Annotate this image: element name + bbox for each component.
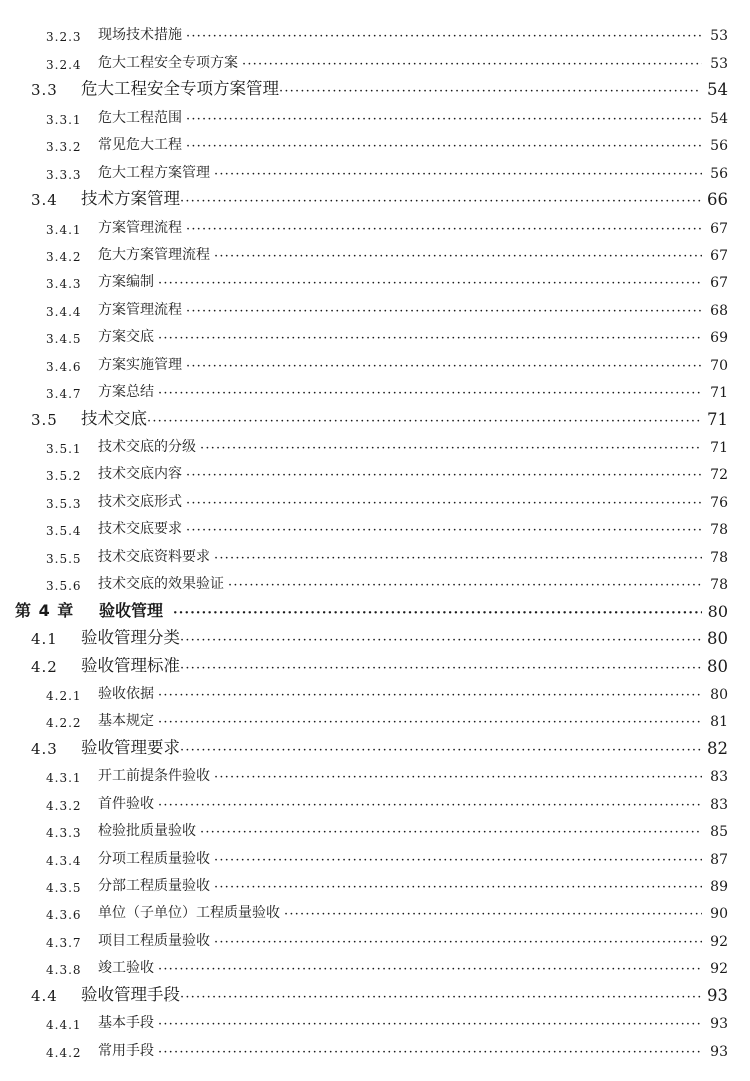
toc-entry-page-number: 80 <box>710 686 728 703</box>
toc-entry-page-number: 78 <box>710 549 728 566</box>
toc-entry-number: 3.5.3 <box>46 496 82 511</box>
toc-subsection-entry[interactable] <box>0 840 750 867</box>
toc-subsection-entry[interactable] <box>0 456 750 483</box>
toc-entry-page-number: 66 <box>707 190 728 210</box>
toc-entry-title: 技术交底的分级 <box>98 439 196 455</box>
toc-entry-title: 分部工程质量验收 <box>98 878 210 894</box>
toc-entry-page-number: 87 <box>710 851 728 868</box>
toc-entry-page-number: 81 <box>710 714 728 731</box>
toc-dot-leader <box>186 29 702 44</box>
toc-section-entry[interactable] <box>0 182 750 209</box>
toc-entry-page-number: 92 <box>710 933 728 950</box>
toc-dot-leader <box>158 798 702 813</box>
toc-section-entry[interactable] <box>0 621 750 648</box>
toc-subsection-entry[interactable] <box>0 950 750 977</box>
toc-subsection-entry[interactable] <box>0 813 750 840</box>
toc-subsection-entry[interactable] <box>0 237 750 264</box>
toc-entry-page-number: 92 <box>710 961 728 978</box>
toc-entry-title: 常见危大工程 <box>98 137 182 154</box>
toc-dot-leader <box>158 962 702 977</box>
toc-entry-number: 4.2 <box>31 657 58 676</box>
toc-entry-page-number: 78 <box>710 577 728 594</box>
toc-entry-title: 危大工程安全专项方案管理 <box>81 79 279 99</box>
toc-entry-title: 技术交底内容 <box>98 466 182 483</box>
toc-entry-title: 验收管理要求 <box>81 737 180 757</box>
toc-entry-number: 3.5.6 <box>46 579 82 594</box>
toc-entry-number: 3.4.1 <box>46 222 82 237</box>
toc-entry-page-number: 71 <box>710 440 728 456</box>
toc-entry-page-number: 89 <box>710 879 728 895</box>
toc-dot-leader <box>186 359 702 374</box>
toc-entry-page-number: 67 <box>710 247 728 264</box>
toc-dot-leader <box>186 139 702 154</box>
toc-entry-number: 3.3.1 <box>46 112 82 127</box>
toc-subsection-entry[interactable] <box>0 538 750 565</box>
toc-entry-title: 首件验收 <box>98 795 154 812</box>
toc-dot-leader <box>158 1045 702 1060</box>
toc-entry-title: 单位（子单位）工程质量验收 <box>98 905 280 922</box>
toc-entry-number: 3.5 <box>31 410 58 429</box>
toc-entry-page-number: 68 <box>710 302 728 319</box>
toc-entry-title: 技术交底资料要求 <box>98 548 210 565</box>
toc-entry-title: 危大工程范围 <box>98 109 182 126</box>
toc-entry-page-number: 83 <box>710 769 728 786</box>
toc-entry-number: 4.4.1 <box>46 1018 82 1033</box>
toc-entry-page-number: 69 <box>710 330 728 347</box>
toc-entry-title: 基本手段 <box>98 1015 154 1032</box>
toc-entry-number: 3.4.7 <box>46 387 82 402</box>
toc-entry-title: 方案交底 <box>98 329 154 346</box>
toc-entry-page-number: 53 <box>710 55 728 72</box>
toc-dot-leader <box>158 276 702 291</box>
toc-subsection-entry[interactable] <box>0 127 750 154</box>
toc-entry-title: 现场技术措施 <box>98 27 182 44</box>
toc-entry-number: 第 4 章 <box>15 600 75 620</box>
toc-dot-leader <box>186 222 702 237</box>
toc-dot-leader <box>186 468 702 483</box>
toc-entry-number: 3.3.3 <box>46 167 82 182</box>
toc-entry-number: 3.5.5 <box>46 551 82 566</box>
toc-entry-title: 基本规定 <box>98 713 154 730</box>
toc-entry-number: 4.1 <box>31 630 58 649</box>
toc-entry-page-number: 71 <box>707 409 728 429</box>
toc-entry-number: 3.4.2 <box>46 249 82 264</box>
toc-entry-title: 常用手段 <box>98 1042 154 1059</box>
toc-entry-number: 4.3.7 <box>46 935 82 950</box>
toc-entry-title: 危大工程方案管理 <box>98 164 210 181</box>
toc-dot-leader <box>228 578 702 593</box>
toc-entry-title: 验收依据 <box>98 685 154 702</box>
toc-entry-number: 4.2.1 <box>46 688 82 703</box>
toc-subsection-entry[interactable] <box>0 154 750 181</box>
toc-subsection-entry[interactable] <box>0 483 750 510</box>
toc-entry-page-number: 56 <box>710 138 728 155</box>
toc-dot-leader <box>180 990 701 1005</box>
toc-subsection-entry[interactable] <box>0 566 750 593</box>
toc-entry-page-number: 85 <box>710 824 728 841</box>
toc-entry-number: 3.4.5 <box>46 332 82 347</box>
toc-section-entry[interactable] <box>0 730 750 757</box>
toc-entry-page-number: 80 <box>707 601 728 621</box>
toc-dot-leader <box>214 770 702 785</box>
toc-entry-number: 4.2.2 <box>46 716 82 731</box>
toc-entry-number: 3.4 <box>31 191 58 210</box>
toc-subsection-entry[interactable] <box>0 511 750 538</box>
toc-entry-page-number: 93 <box>710 1016 728 1033</box>
toc-entry-title: 方案管理流程 <box>98 219 182 236</box>
toc-dot-leader <box>214 880 702 895</box>
toc-subsection-entry[interactable] <box>0 758 750 785</box>
toc-subsection-entry[interactable] <box>0 785 750 812</box>
toc-entry-number: 3.2.4 <box>46 57 82 72</box>
toc-entry-number: 3.4.4 <box>46 304 82 319</box>
toc-entry-title: 技术交底形式 <box>98 493 182 510</box>
toc-dot-leader <box>147 414 701 429</box>
toc-dot-leader <box>242 57 702 72</box>
table-of-contents <box>0 17 750 1060</box>
toc-entry-page-number: 80 <box>707 629 728 649</box>
toc-dot-leader <box>186 112 702 127</box>
toc-dot-leader <box>158 331 702 346</box>
toc-entry-number: 3.5.1 <box>46 442 82 456</box>
toc-dot-leader <box>158 715 702 730</box>
toc-dot-leader <box>158 688 702 703</box>
toc-entry-page-number: 54 <box>710 110 728 127</box>
toc-subsection-entry[interactable] <box>0 1005 750 1032</box>
toc-dot-leader <box>158 386 702 401</box>
toc-subsection-entry[interactable] <box>0 209 750 236</box>
toc-entry-page-number: 71 <box>710 385 728 402</box>
toc-section-entry[interactable] <box>0 401 750 428</box>
toc-dot-leader <box>214 853 702 868</box>
toc-entry-page-number: 56 <box>710 165 728 182</box>
toc-entry-title: 竣工验收 <box>98 960 154 977</box>
toc-dot-leader <box>186 304 702 319</box>
toc-entry-title: 方案总结 <box>98 384 154 401</box>
toc-subsection-entry[interactable] <box>0 319 750 346</box>
toc-dot-leader <box>186 496 702 511</box>
toc-entry-number: 4.3.6 <box>46 908 82 923</box>
toc-entry-title: 分项工程质量验收 <box>98 850 210 867</box>
toc-entry-page-number: 80 <box>707 656 728 676</box>
toc-entry-page-number: 53 <box>710 28 728 45</box>
toc-entry-number: 3.5.4 <box>46 524 82 539</box>
toc-subsection-entry[interactable] <box>0 291 750 318</box>
toc-dot-leader <box>180 633 701 648</box>
toc-dot-leader <box>214 935 702 950</box>
toc-entry-number: 4.3.8 <box>46 963 82 978</box>
toc-dot-leader <box>200 825 702 840</box>
toc-subsection-entry[interactable] <box>0 374 750 401</box>
toc-entry-title: 方案管理流程 <box>98 301 182 318</box>
toc-entry-page-number: 82 <box>707 738 728 758</box>
toc-entry-title: 技术交底要求 <box>98 521 182 538</box>
toc-dot-leader <box>158 1017 702 1032</box>
toc-subsection-entry[interactable] <box>0 99 750 126</box>
toc-entry-number: 3.2.3 <box>46 30 82 45</box>
toc-entry-title: 技术交底的效果验证 <box>98 576 224 593</box>
toc-entry-number: 4.3 <box>31 739 58 758</box>
toc-entry-title: 开工前提条件验收 <box>98 768 210 785</box>
toc-dot-leader <box>180 194 701 209</box>
toc-dot-leader <box>214 551 702 566</box>
toc-dot-leader <box>173 606 702 621</box>
toc-subsection-entry[interactable] <box>0 895 750 922</box>
toc-entry-title: 项目工程质量验收 <box>98 932 210 949</box>
toc-entry-title: 验收管理分类 <box>81 628 180 648</box>
toc-subsection-entry[interactable] <box>0 44 750 71</box>
toc-entry-title: 危大方案管理流程 <box>98 246 210 263</box>
toc-section-entry[interactable] <box>0 72 750 99</box>
toc-subsection-entry[interactable] <box>0 868 750 895</box>
toc-subsection-entry[interactable] <box>0 429 750 456</box>
toc-entry-page-number: 72 <box>710 467 728 484</box>
toc-entry-title: 方案编制 <box>98 274 154 291</box>
toc-subsection-entry[interactable] <box>0 264 750 291</box>
toc-dot-leader <box>284 907 702 922</box>
toc-entry-page-number: 67 <box>710 275 728 292</box>
toc-entry-page-number: 83 <box>710 796 728 813</box>
toc-chapter-entry[interactable] <box>0 593 750 620</box>
toc-subsection-entry[interactable] <box>0 703 750 730</box>
toc-entry-page-number: 70 <box>710 357 728 374</box>
toc-entry-page-number: 78 <box>710 522 728 539</box>
toc-entry-title: 技术方案管理 <box>81 189 180 209</box>
toc-entry-number: 3.3.2 <box>46 140 82 155</box>
toc-dot-leader <box>180 743 701 758</box>
toc-dot-leader <box>180 661 701 676</box>
toc-entry-page-number: 67 <box>710 220 728 237</box>
toc-entry-title: 方案实施管理 <box>98 356 182 373</box>
toc-subsection-entry[interactable] <box>0 17 750 44</box>
toc-section-entry[interactable] <box>0 648 750 675</box>
toc-dot-leader <box>279 84 701 99</box>
toc-entry-number: 4.3.1 <box>46 771 82 786</box>
toc-entry-number: 3.4.6 <box>46 359 82 374</box>
toc-entry-page-number: 93 <box>710 1043 728 1060</box>
toc-entry-title: 验收管理 <box>99 600 164 620</box>
toc-entry-number: 3.4.3 <box>46 277 82 292</box>
toc-entry-number: 4.3.5 <box>46 881 82 895</box>
toc-entry-page-number: 93 <box>707 985 728 1005</box>
toc-subsection-entry[interactable] <box>0 922 750 949</box>
toc-entry-number: 4.4.2 <box>46 1045 82 1060</box>
toc-entry-number: 4.4 <box>31 986 58 1005</box>
toc-dot-leader <box>186 523 702 538</box>
toc-subsection-entry[interactable] <box>0 346 750 373</box>
toc-entry-title: 危大工程安全专项方案 <box>98 54 238 71</box>
toc-entry-page-number: 90 <box>710 906 728 923</box>
toc-entry-number: 3.5.2 <box>46 469 82 484</box>
toc-entry-number: 4.3.3 <box>46 826 82 841</box>
toc-entry-title: 验收管理标准 <box>81 655 180 675</box>
toc-dot-leader <box>214 249 702 264</box>
toc-entry-number: 4.3.2 <box>46 798 82 813</box>
toc-subsection-entry[interactable] <box>0 676 750 703</box>
toc-subsection-entry[interactable] <box>0 1032 750 1059</box>
toc-entry-page-number: 54 <box>707 80 728 100</box>
toc-dot-leader <box>214 167 702 182</box>
toc-entry-title: 检验批质量验收 <box>98 823 196 840</box>
toc-dot-leader <box>200 441 702 456</box>
toc-entry-title: 技术交底 <box>81 408 147 428</box>
toc-entry-number: 3.3 <box>31 81 58 100</box>
toc-entry-page-number: 76 <box>710 494 728 511</box>
toc-entry-number: 4.3.4 <box>46 853 82 868</box>
toc-entry-title: 验收管理手段 <box>81 984 180 1004</box>
toc-section-entry[interactable] <box>0 977 750 1004</box>
